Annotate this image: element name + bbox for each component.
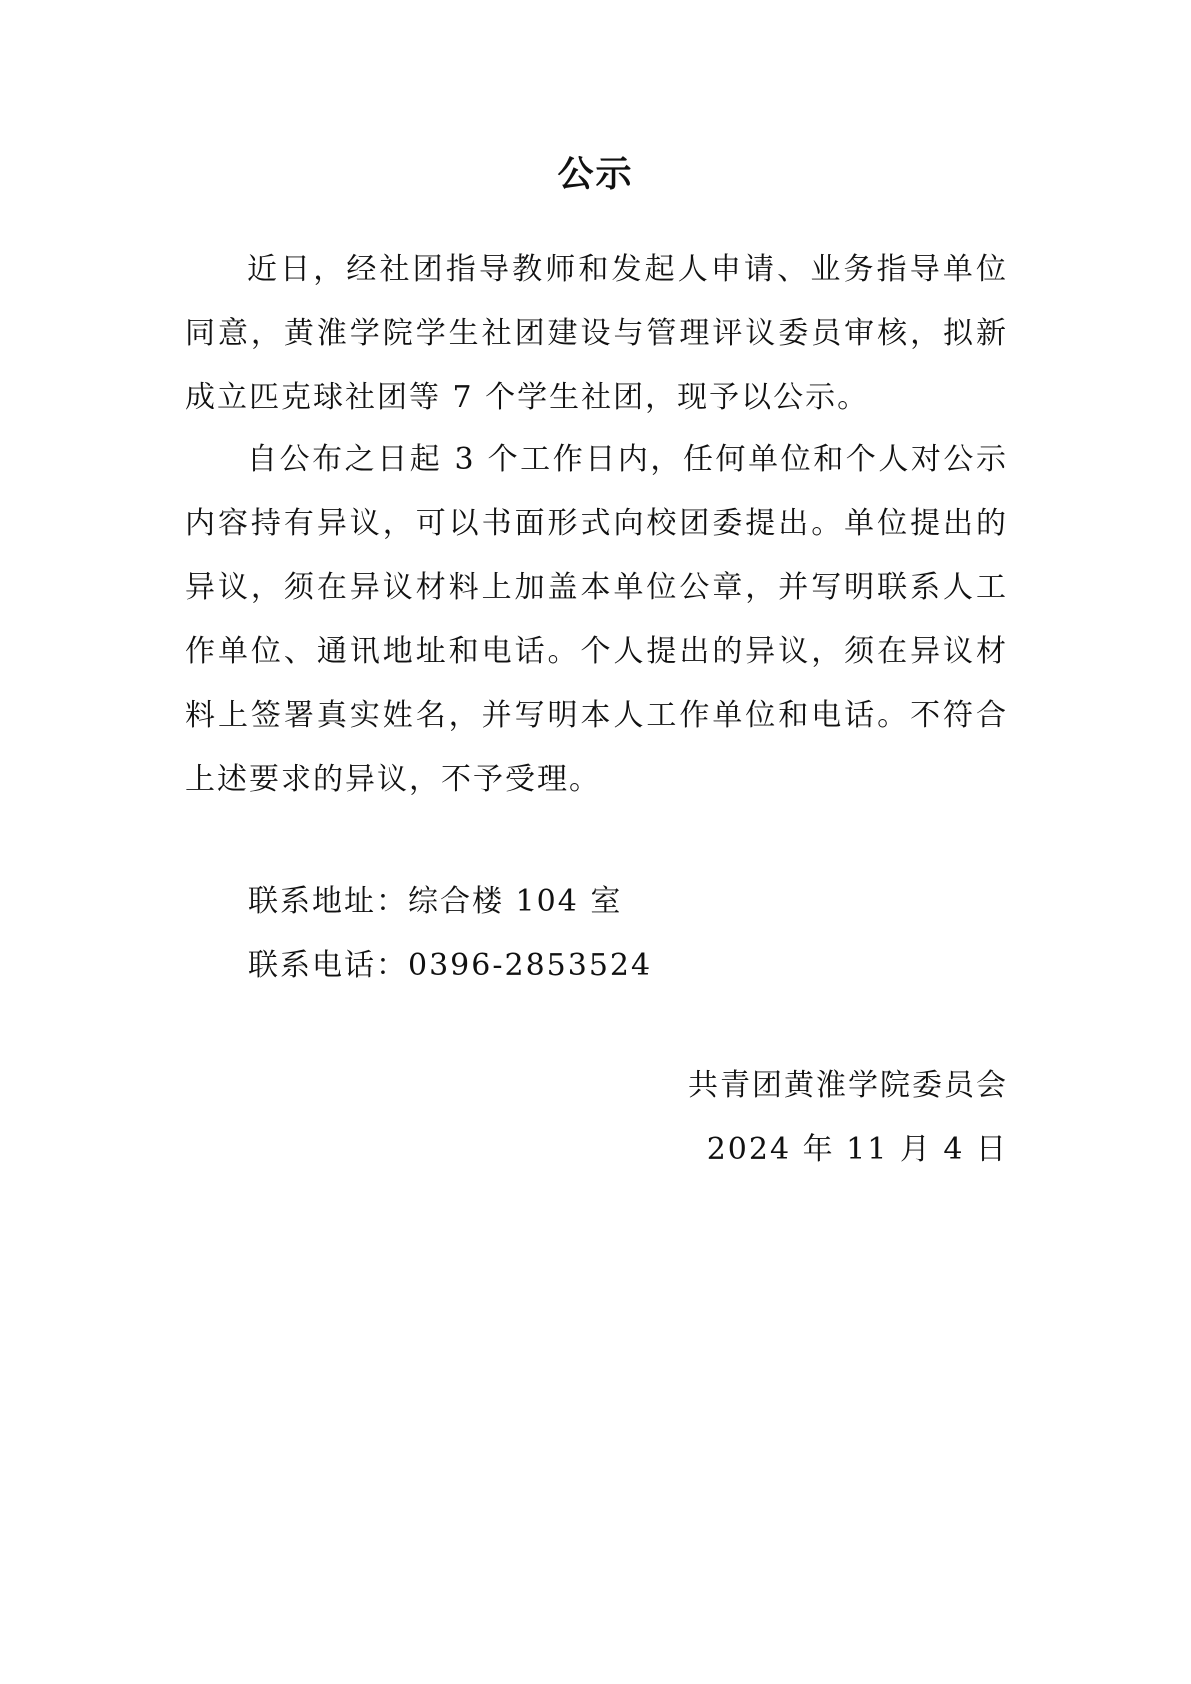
contact-phone: 联系电话：0396-2853524 [248,948,653,983]
paragraph-text: 自公布之日起 3 个工作日内，任何单位和个人对公示内容持有异议，可以书面形式向校团委提出。单位提出的异议，须在异议材料上加盖本单位公章，并写明联系人工作单位、通讯地址和电话。个人提出的异议，须在异议材料上签署真实姓名，并写明本人工作单位和电话。不符合上述要求的异议，不予受理。 [185,442,1008,797]
body-paragraph-1 [185,238,1008,430]
signature-date: 2024 年 11 月 4 日 [706,1132,1008,1167]
signature-organization: 共青团黄淮学院委员会 [688,1068,1008,1103]
paragraph-text: 近日，经社团指导教师和发起人申请、业务指导单位同意，黄淮学院学生社团建设与管理评议委员审核，拟新成立匹克球社团等 7 个学生社团，现予以公示。 [185,252,1008,415]
page-title: 公示 [557,154,634,195]
contact-address: 联系地址：综合楼 104 室 [248,884,623,919]
body-paragraph-2 [185,428,1008,812]
